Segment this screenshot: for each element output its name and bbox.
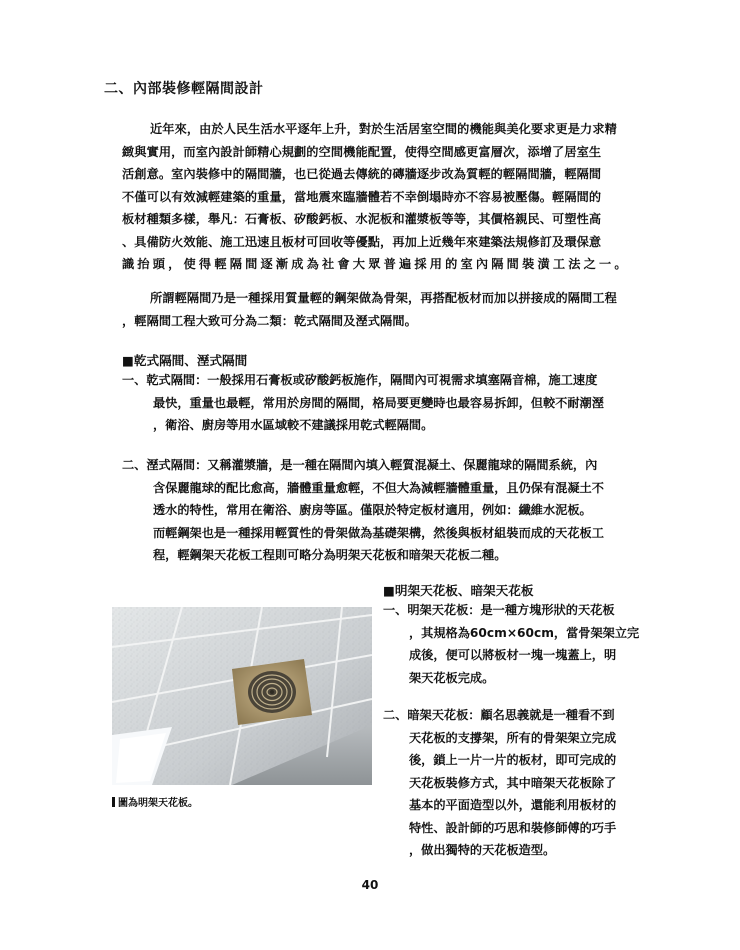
wet-partition-line: 透水的特性，常用在衛浴、廚房等區。僅限於特定板材適用，例如：纖維水泥板。 [153, 503, 592, 517]
dry-partition-line: 最快，重量也最輕，常用於房間的隔間，格局要更變時也最容易拆卸，但較不耐潮溼 [153, 395, 604, 410]
ceiling-photo-illustration [112, 607, 372, 785]
photo-caption [112, 794, 198, 809]
exposed-ceiling-line: 一、明架天花板：是一種方塊形狀的天花板 [383, 603, 615, 617]
exposed-ceiling-line: 架天花板完成。 [409, 670, 495, 685]
definition-paragraph [122, 287, 642, 332]
intro-line: 活創意。室內裝修中的隔間牆，也已從過去傳統的磚牆逐步改為質輕的輕隔間牆，輕隔間 [122, 167, 602, 181]
intro-paragraph [122, 118, 642, 276]
photo-caption-text: 圖為明架天花板。 [118, 798, 198, 809]
definition-line: 所謂輕隔間乃是一種採用質量輕的鋼架做為骨架，再搭配板材而加以拼接成的隔間工程 [150, 291, 617, 305]
wet-partition-line: 二、溼式隔間：又稱灌漿牆，是一種在隔間內填入輕質混凝土、保麗龍球的隔間系統，內 [122, 458, 598, 472]
dry-partition-line: ，衛浴、廚房等用水區域較不建議採用乾式輕隔間。 [153, 418, 434, 432]
exposed-ceiling-item [383, 599, 639, 689]
intro-line: 不僅可以有效減輕建築的重量，當地震來臨牆體若不幸倒塌時亦不容易被壓傷。輕隔間的 [122, 189, 602, 204]
concealed-ceiling-line: 天花板的支撐架，所有的骨架架立完成 [409, 730, 617, 745]
concealed-ceiling-line: 特性、設計師的巧思和裝修師傅的巧手 [409, 820, 617, 835]
concealed-ceiling-line: 基本的平面造型以外，還能利用板材的 [409, 798, 617, 812]
dry-partition-line: 一、乾式隔間：一般採用石膏板或矽酸鈣板施作，隔間內可視需求填塞隔音棉，施工速度 [122, 373, 598, 387]
exposed-ceiling-line: 成後，便可以將板材一塊一塊蓋上，明 [409, 648, 617, 662]
exposed-ceiling-line: ，其規格為60cm×60cm，當骨架架立完 [409, 625, 640, 640]
wet-partition-item [122, 454, 604, 567]
section2-title: ■明架天花板、暗架天花板 [383, 583, 534, 598]
section-heading: 二、內部裝修輕隔間設計 [104, 81, 264, 97]
concealed-ceiling-line: ，做出獨特的天花板造型。 [409, 843, 556, 857]
intro-line: 識抬頭，使得輕隔間逐漸成為社會大眾普遍採用的室內隔間裝潢工法之一。 [122, 257, 630, 271]
intro-line: 板材種類多樣，舉凡：石膏板、矽酸鈣板、水泥板和灌漿板等等，其價格親民、可塑性高 [122, 212, 602, 226]
definition-line: ，輕隔間工程大致可分為二類：乾式隔間及溼式隔間。 [122, 313, 417, 328]
wet-partition-line: 程，輕鋼架天花板工程則可略分為明架天花板和暗架天花板二種。 [153, 548, 507, 562]
concealed-ceiling-line: 天花板裝修方式，其中暗架天花板除了 [409, 775, 617, 790]
caption-marker [112, 797, 115, 807]
intro-line: 緻與實用，而室內設計師精心規劃的空間機能配置，使得空間感更富層次，添增了居室生 [122, 144, 602, 159]
intro-line: 、具備防火效能、施工迅速且板材可回收等優點，再加上近幾年來建築法規修訂及環保意 [122, 234, 602, 249]
intro-line: 近年來，由於人民生活水平逐年上升，對於生活居室空間的機能與美化要求更是力求精 [150, 122, 617, 136]
concealed-ceiling-item [383, 704, 616, 862]
concealed-ceiling-line: 二、暗架天花板：顧名思義就是一種看不到 [383, 708, 615, 722]
section1-title: ■乾式隔間、溼式隔間 [122, 353, 248, 368]
wet-partition-line: 含保麗龍球的配比愈高，牆體重量愈輕，不但大為減輕牆體重量，且仍保有混凝土不 [153, 480, 604, 495]
page-number: 40 [361, 878, 379, 892]
dry-partition-item [122, 369, 604, 437]
concealed-ceiling-line: 後，鎖上一片一片的板材，即可完成的 [409, 753, 617, 767]
ceiling-photo [112, 607, 372, 785]
wet-partition-line: 而輕鋼架也是一種採用輕質性的骨架做為基礎架構，然後與板材組裝而成的天花板工 [153, 525, 604, 540]
